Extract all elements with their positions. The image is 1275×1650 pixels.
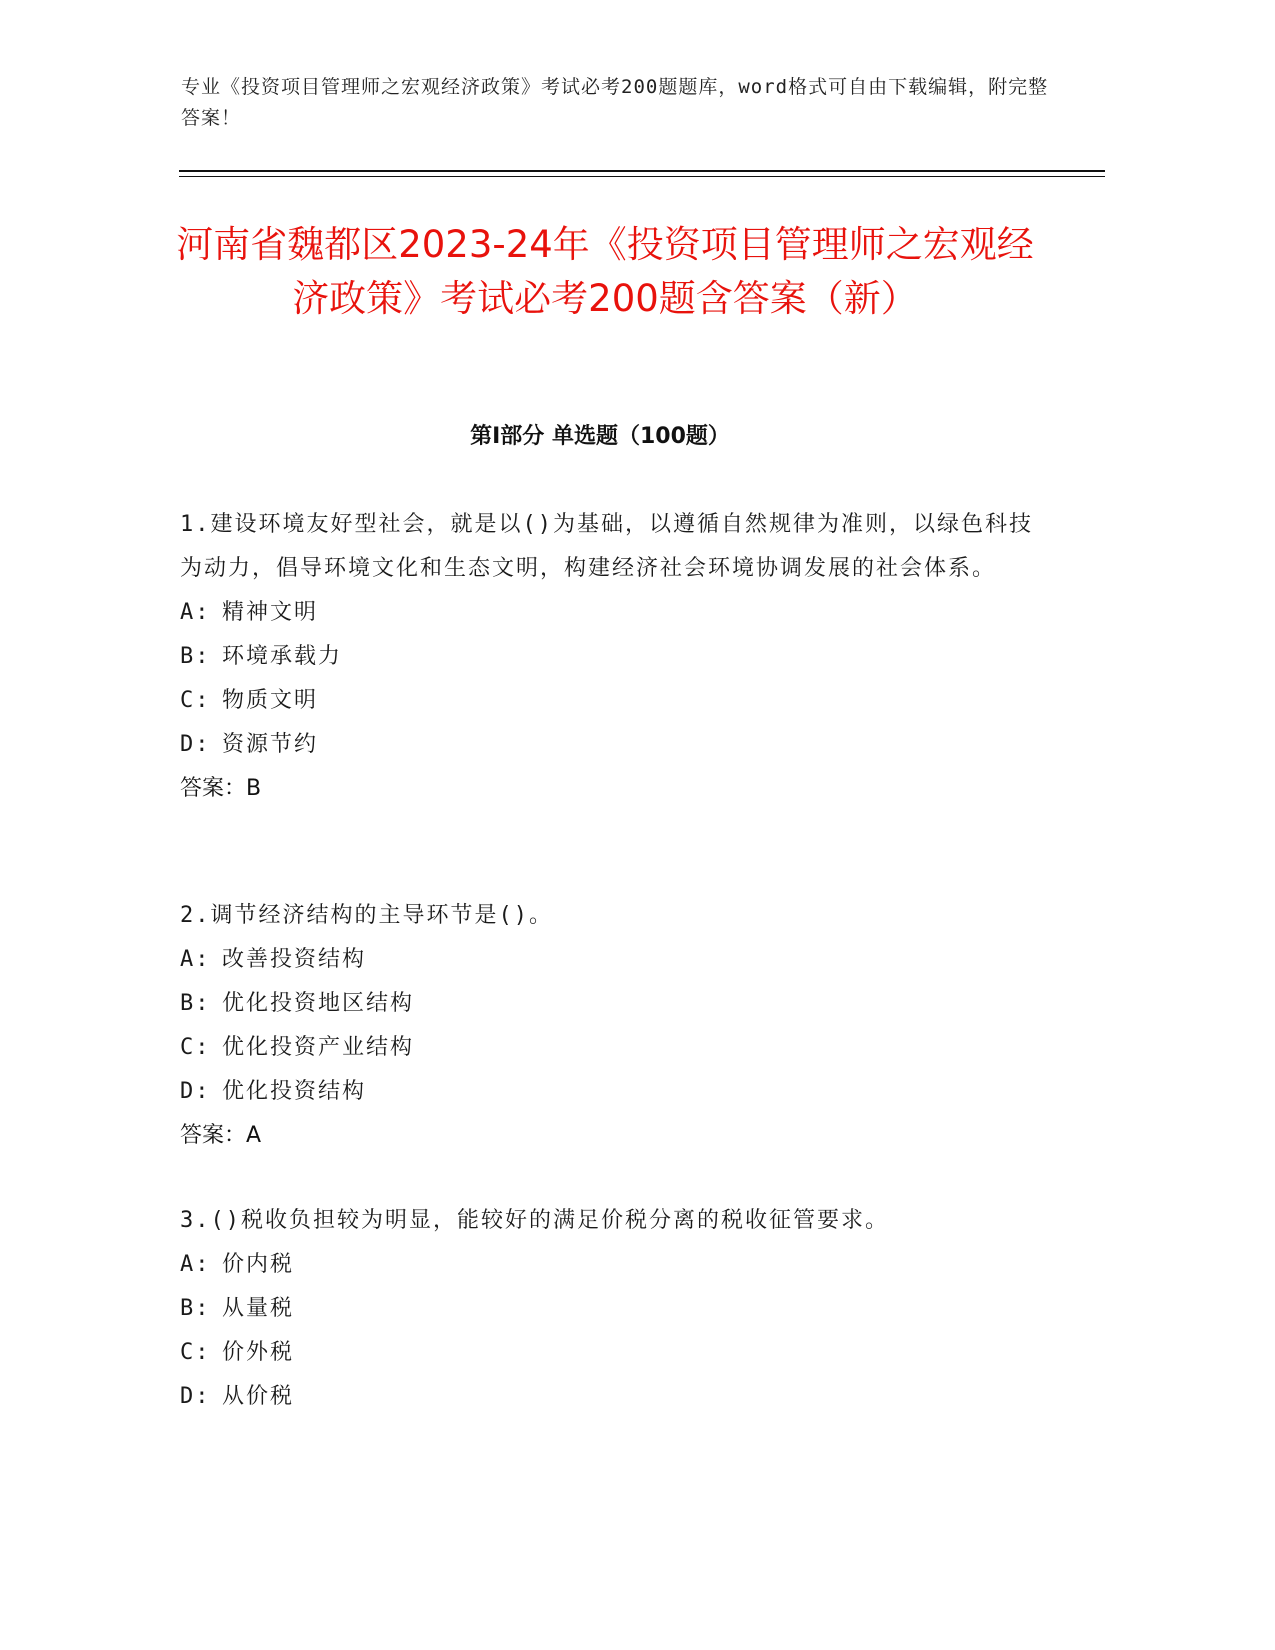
- question-2: [180, 894, 1040, 1158]
- option-d: [180, 723, 1040, 767]
- answer-line: 答案：A: [180, 1123, 262, 1148]
- option-b: [180, 635, 1040, 679]
- option-text: 价外税: [222, 1340, 295, 1365]
- option-text: 优化投资结构: [222, 1079, 367, 1104]
- option-text: 环境承载力: [222, 644, 343, 669]
- option-text: 从价税: [222, 1384, 295, 1409]
- question-stem: 2.调节经济结构的主导环节是()。: [180, 903, 553, 928]
- question-stem: 1.建设环境友好型社会，就是以()为基础，以遵循自然规律为准则，以绿色科技为动力，倡导环境文化和生态文明，构建经济社会环境协调发展的社会体系。: [180, 512, 1033, 581]
- option-c: [180, 1331, 1040, 1375]
- question-1: [180, 503, 1040, 811]
- header-note: 专业《投资项目管理师之宏观经济政策》考试必考200题题库，word格式可自由下载编辑，附完整答案！: [181, 76, 1049, 129]
- option-a: [180, 591, 1040, 635]
- option-key: B:: [180, 1296, 211, 1321]
- option-key: D:: [180, 732, 211, 757]
- option-text: 物质文明: [222, 688, 319, 713]
- option-a: [180, 1243, 1040, 1287]
- option-text: 优化投资产业结构: [222, 1035, 415, 1060]
- option-a: [180, 938, 1040, 982]
- option-b: [180, 982, 1040, 1026]
- option-d: [180, 1070, 1040, 1114]
- document-title: 河南省魏都区2023-24年《投资项目管理师之宏观经济政策》考试必考200题含答案（新）: [176, 223, 1034, 320]
- option-text: 改善投资结构: [222, 947, 367, 972]
- option-key: D:: [180, 1079, 211, 1104]
- option-c: [180, 1026, 1040, 1070]
- option-key: C:: [180, 1340, 211, 1365]
- option-c: [180, 679, 1040, 723]
- option-key: A:: [180, 600, 211, 625]
- header-divider-thick: [179, 170, 1105, 172]
- option-key: C:: [180, 688, 211, 713]
- option-key: C:: [180, 1035, 211, 1060]
- option-text: 资源节约: [222, 732, 319, 757]
- option-text: 精神文明: [222, 600, 319, 625]
- option-key: A:: [180, 1252, 211, 1277]
- option-text: 从量税: [222, 1296, 295, 1321]
- answer-line: 答案：B: [180, 776, 262, 801]
- question-3: [180, 1199, 1040, 1419]
- option-key: A:: [180, 947, 211, 972]
- option-key: D:: [180, 1384, 211, 1409]
- option-d: [180, 1375, 1040, 1419]
- header-divider-thin: [179, 176, 1105, 177]
- option-b: [180, 1287, 1040, 1331]
- option-key: B:: [180, 991, 211, 1016]
- option-text: 优化投资地区结构: [222, 991, 415, 1016]
- option-text: 价内税: [222, 1252, 295, 1277]
- section-heading: 第I部分 单选题（100题）: [470, 424, 730, 449]
- option-key: B:: [180, 644, 211, 669]
- question-stem: 3.()税收负担较为明显，能较好的满足价税分离的税收征管要求。: [180, 1208, 889, 1233]
